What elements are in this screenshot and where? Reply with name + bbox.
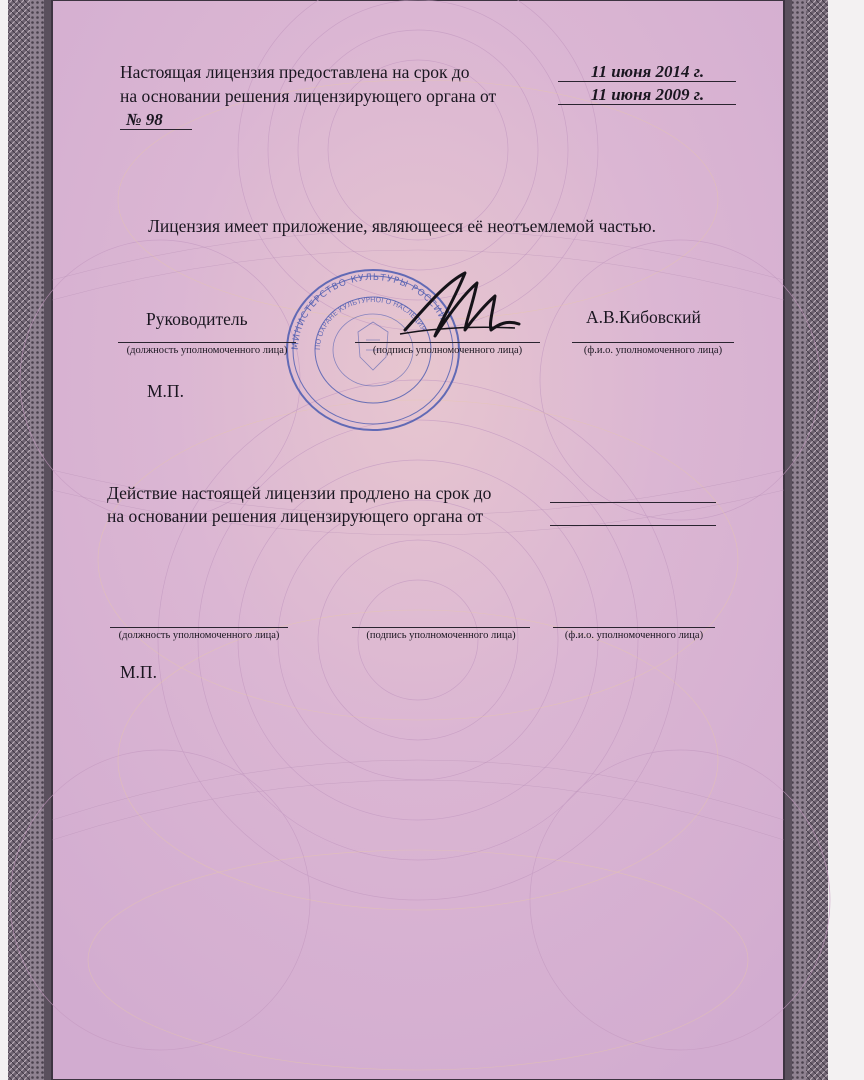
license-term-line1: Настоящая лицензия предоставлена на срок до [120,62,470,82]
extension-position-caption: (должность уполномоченного лица) [118,630,280,641]
valid-until-value: 11 июня 2014 г. [590,62,705,81]
decision-date-underline [558,104,736,105]
signer-name: А.В.Кибовский [586,307,701,327]
handwritten-signature [395,268,525,348]
extension-decision-line [550,525,716,526]
signer-position: Руководитель [146,309,248,329]
position-line [118,342,296,343]
seal-outer-text: МИНИСТЕРСТВО КУЛЬТУРЫ РОССИИ [290,272,448,351]
seal-inner-text: ПО ОХРАНЕ КУЛЬТУРНОГО НАСЛЕДИЯ [313,295,428,351]
signature-caption: (подпись уполномоченного лица) [372,345,523,356]
extension-signature-line [352,627,530,628]
valid-until-underline [558,81,736,82]
appendix-note: Лицензия имеет приложение, являющееся её неотъемлемой частью. [148,216,656,236]
license-term-line2: на основании решения лицензирующего органа от [120,86,497,106]
extension-name-caption: (ф.и.о. уполномоченного лица) [564,630,704,641]
extension-name-line [553,627,715,628]
extension-until-line [550,502,716,503]
decision-number-underline [120,129,192,130]
name-line [572,342,734,343]
extension-position-line [110,627,288,628]
decision-number-value: № 98 [126,110,163,129]
seal-place-label: М.П. [147,381,184,401]
decision-date-value: 11 июня 2009 г. [590,85,705,104]
name-caption: (ф.и.о. уполномоченного лица) [583,345,723,356]
extension-signature-caption: (подпись уполномоченного лица) [366,630,516,641]
extension-line2: на основании решения лицензирующего органа от [107,506,484,526]
position-caption: (должность уполномоченного лица) [126,345,288,356]
signature-line [355,342,540,343]
extension-line1: Действие настоящей лицензии продлено на срок до [107,483,492,503]
extension-seal-place-label: М.П. [120,662,157,682]
